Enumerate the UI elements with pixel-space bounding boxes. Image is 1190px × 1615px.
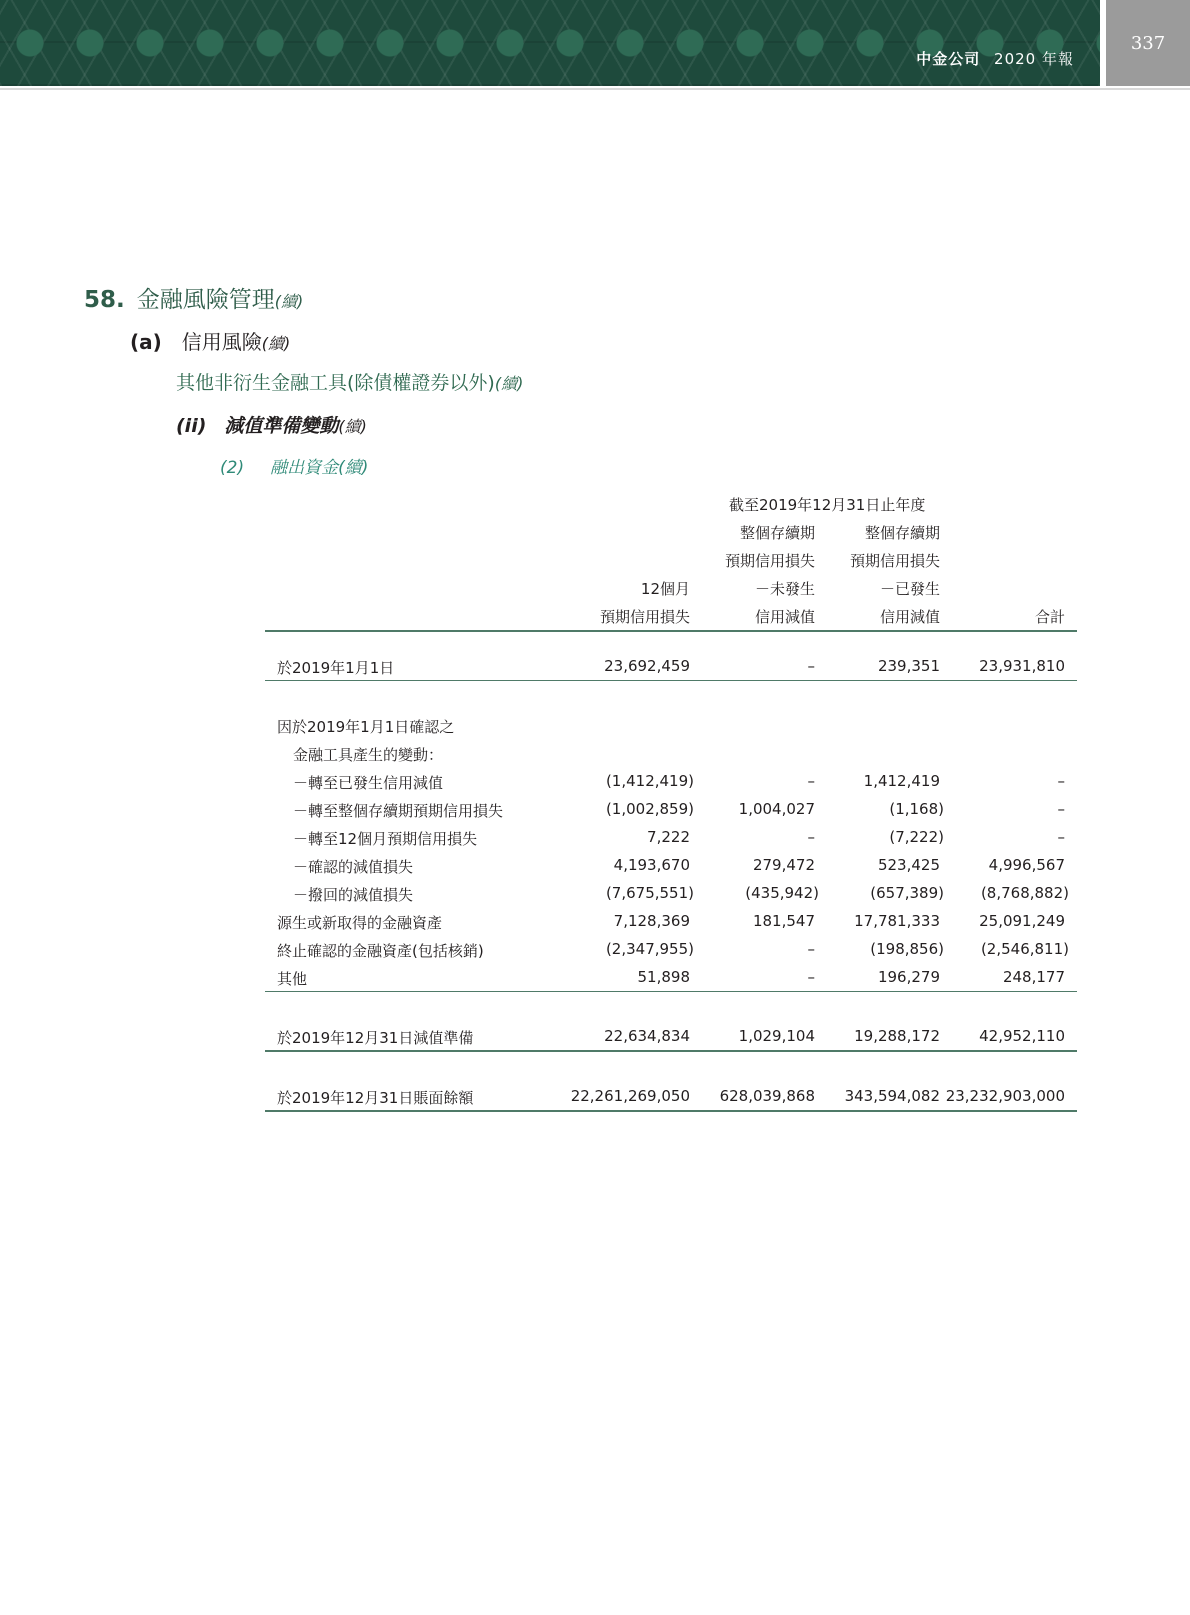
cell: 25,091,249 <box>979 912 1065 930</box>
cell: (1,002,859) <box>605 800 694 818</box>
cell: 523,425 <box>877 856 940 874</box>
table-row <box>265 963 1077 991</box>
row-label: 金融工具產生的變動： <box>293 746 444 764</box>
cell: – <box>1057 800 1065 818</box>
cell: – <box>807 657 815 675</box>
col-header: 12個月 <box>640 580 690 598</box>
table-row <box>265 907 1077 935</box>
table-row <box>265 1082 1077 1110</box>
row-label: 源生或新取得的金融資產 <box>277 914 443 932</box>
instrument-title: 其他非衍生金融工具(除債權證券以外) <box>176 372 495 394</box>
continued-label: (續) <box>261 334 291 353</box>
table-row <box>265 851 1077 879</box>
cell: (7,222) <box>889 828 944 846</box>
table-row <box>265 652 1077 680</box>
row-label: －確認的減值損失 <box>293 858 414 876</box>
table-row <box>265 795 1077 823</box>
sub-item-title: 減值準備變動 <box>224 415 339 437</box>
row-label: 終止確認的金融資產(包括核銷) <box>277 942 484 960</box>
header-row <box>265 602 1077 630</box>
continued-label: (續) <box>338 458 369 478</box>
cell: 19,288,172 <box>854 1027 940 1045</box>
table-row <box>265 739 1077 767</box>
cell: – <box>807 940 815 958</box>
section-title: 金融風險管理 <box>136 287 275 313</box>
company-name: 中金公司 <box>916 50 981 68</box>
col-header: 預期信用損失 <box>724 552 815 570</box>
cell: 42,952,110 <box>979 1027 1065 1045</box>
col-header: 合計 <box>1034 608 1065 626</box>
continued-label: (續) <box>338 417 367 436</box>
col-header: 預期信用損失 <box>599 608 690 626</box>
table-row <box>265 1022 1077 1050</box>
cell: 239,351 <box>877 657 940 675</box>
period-header: 截至2019年12月31日止年度 <box>729 496 926 514</box>
report-title <box>916 48 1074 69</box>
table-row <box>265 711 1077 739</box>
table-rule <box>265 1110 1077 1112</box>
row-label: －轉至整個存續期預期信用損失 <box>293 802 504 820</box>
cell: – <box>807 772 815 790</box>
cell: 7,222 <box>647 828 690 846</box>
cell: (2,347,955) <box>605 940 694 958</box>
section-heading <box>84 281 303 314</box>
report-name: 2020 年報 <box>994 50 1074 68</box>
table-row <box>265 879 1077 907</box>
cell: – <box>1057 828 1065 846</box>
item-label: (2) <box>220 458 245 478</box>
impairment-table <box>265 490 1077 1112</box>
header-banner <box>0 0 1100 86</box>
header-row <box>265 546 1077 574</box>
header-row <box>265 490 1077 518</box>
row-label: 於2019年12月31日賬面餘額 <box>277 1089 474 1107</box>
cell: 1,004,027 <box>738 800 815 818</box>
cell: 17,781,333 <box>854 912 940 930</box>
instrument-heading <box>176 368 523 395</box>
cell: 181,547 <box>752 912 815 930</box>
col-header: 信用減值 <box>754 608 815 626</box>
row-label: 其他 <box>277 970 308 988</box>
col-header: －未發生 <box>754 580 815 598</box>
header-row <box>265 574 1077 602</box>
cell: – <box>1057 772 1065 790</box>
row-label: －轉至已發生信用減值 <box>293 774 444 792</box>
cell: (1,168) <box>889 800 944 818</box>
cell: 23,692,459 <box>604 657 690 675</box>
cell: (657,389) <box>870 884 944 902</box>
continued-label: (續) <box>274 292 304 311</box>
cell: 248,177 <box>1002 968 1065 986</box>
cell: 51,898 <box>637 968 690 986</box>
cell: (435,942) <box>745 884 819 902</box>
row-label: －轉至12個月預期信用損失 <box>293 830 478 848</box>
sub-item-label: (ii) <box>176 415 207 437</box>
cell: 22,634,834 <box>604 1027 690 1045</box>
col-header: 整個存續期 <box>864 524 940 542</box>
sub-item-heading <box>176 411 367 438</box>
subsection-title: 信用風險 <box>181 330 262 354</box>
col-header: 信用減值 <box>879 608 940 626</box>
table-row <box>265 823 1077 851</box>
section-number: 58. <box>84 287 125 313</box>
cell: (8,768,882) <box>980 884 1069 902</box>
subsection-heading <box>130 326 290 355</box>
col-header: 預期信用損失 <box>849 552 940 570</box>
subsection-label: (a) <box>130 330 162 354</box>
cell: 4,996,567 <box>988 856 1065 874</box>
cell: 279,472 <box>752 856 815 874</box>
item-title: 融出資金 <box>270 458 339 478</box>
cell: (1,412,419) <box>605 772 694 790</box>
cell: (2,546,811) <box>980 940 1069 958</box>
cell: (198,856) <box>870 940 944 958</box>
page-number: 337 <box>1106 0 1190 86</box>
cell: 4,193,670 <box>613 856 690 874</box>
cell: – <box>807 968 815 986</box>
table-row <box>265 935 1077 963</box>
col-header: －已發生 <box>879 580 940 598</box>
cell: (7,675,551) <box>605 884 694 902</box>
cell: 628,039,868 <box>719 1087 815 1105</box>
cell: – <box>807 828 815 846</box>
cell: 1,412,419 <box>863 772 940 790</box>
row-label: －撥回的減值損失 <box>293 886 414 904</box>
cell: 343,594,082 <box>844 1087 940 1105</box>
item-heading <box>220 453 368 478</box>
cell: 22,261,269,050 <box>570 1087 690 1105</box>
cell: 23,232,903,000 <box>945 1087 1065 1105</box>
cell: 7,128,369 <box>613 912 690 930</box>
row-label: 因於2019年1月1日確認之 <box>277 718 455 736</box>
table-row <box>265 767 1077 795</box>
cell: 1,029,104 <box>738 1027 815 1045</box>
cell: 196,279 <box>877 968 940 986</box>
cell: 23,931,810 <box>979 657 1065 675</box>
row-label: 於2019年12月31日減值準備 <box>277 1029 474 1047</box>
continued-label: (續) <box>494 374 524 393</box>
header-divider <box>0 88 1190 90</box>
col-header: 整個存續期 <box>739 524 815 542</box>
row-label: 於2019年1月1日 <box>277 659 395 677</box>
header-row <box>265 518 1077 546</box>
